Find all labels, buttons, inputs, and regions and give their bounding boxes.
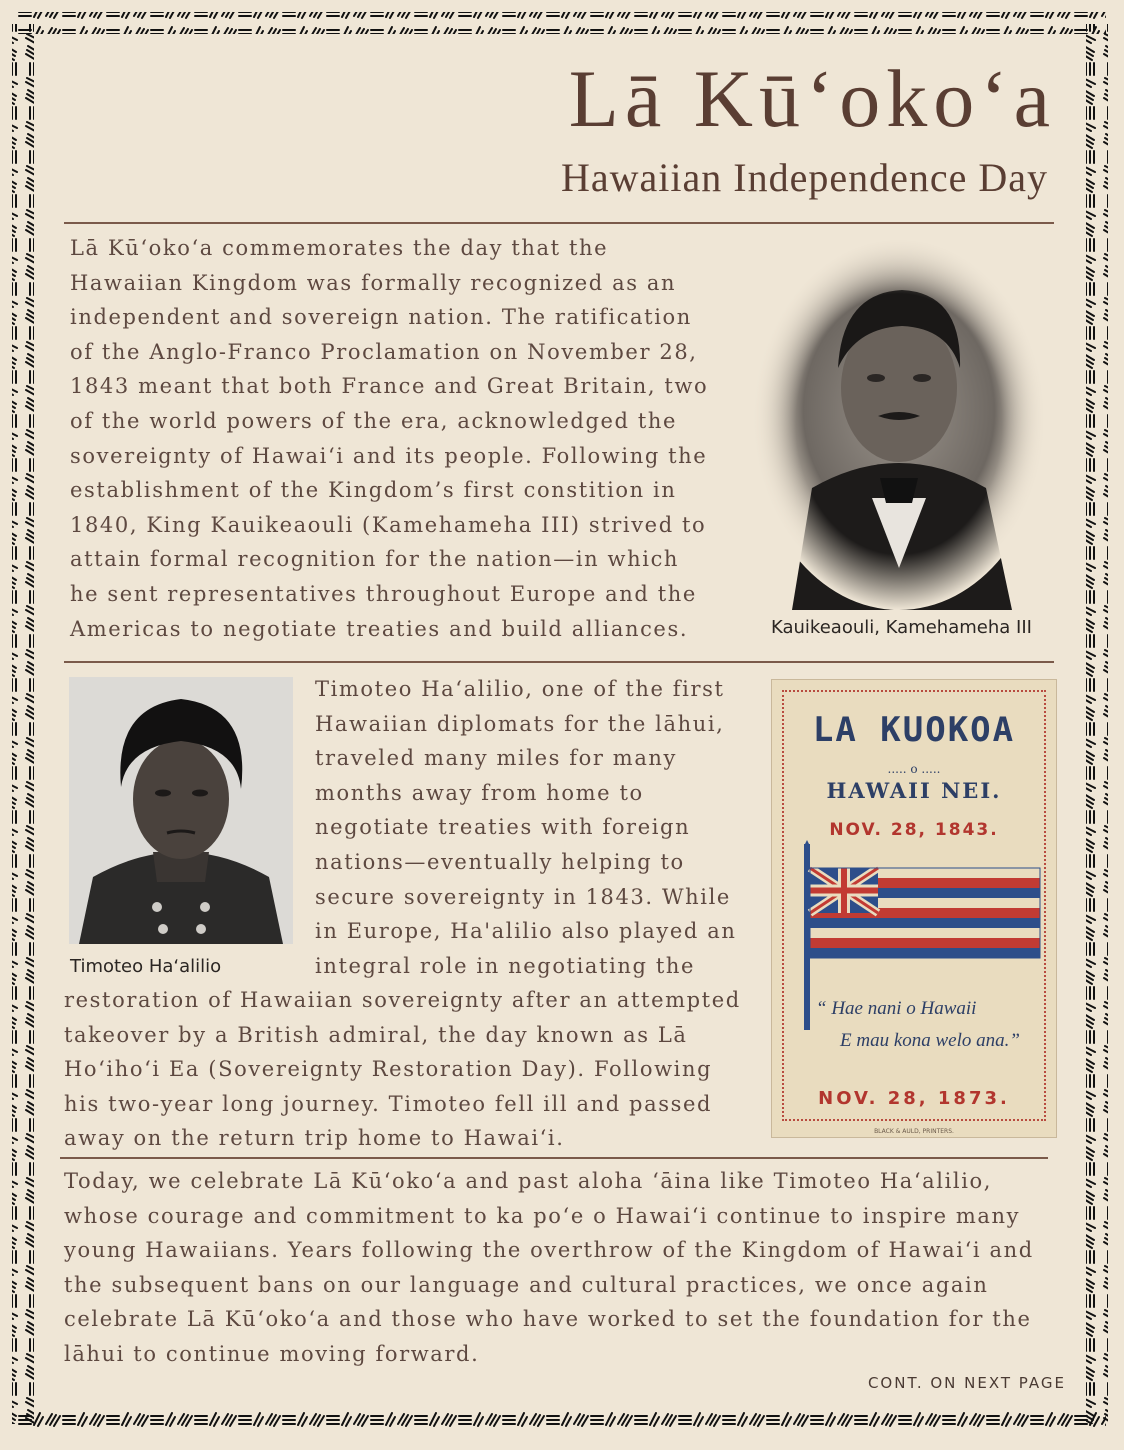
timoteo-caption: Timoteo Haʻalilio	[70, 956, 222, 977]
text-line: in Europe, Ha'alilio also played an	[315, 919, 737, 944]
divider-bottom	[60, 1157, 1048, 1159]
text-line: Hawaiian diplomats for the lāhui,	[315, 711, 725, 736]
intro-paragraph	[70, 231, 708, 646]
kauikeaouli-portrait	[752, 238, 1046, 610]
text-line: Hoʻihoʻi Ea (Sovereignty Restoration Day). Following	[64, 1057, 713, 1082]
text-line: Lā Kūʻokoʻa commemorates the day that the	[70, 236, 609, 260]
text-line: 1840, King Kauikeaouli (Kamehameha III) strived to	[70, 512, 707, 537]
text-line: whose courage and commitment to ka poʻe o Hawaiʻi continue to inspire many	[64, 1203, 1021, 1228]
text-line: Timoteo Haʻalilio, one of the first	[315, 677, 725, 701]
poster-title: LA KUOKOA	[812, 710, 1016, 750]
text-line: negotiate treaties with foreign	[315, 815, 691, 840]
text-line: attain formal recognition for the nation—in which	[70, 547, 680, 572]
text-line: lāhui to continue moving forward.	[64, 1341, 480, 1366]
text-line: takeover by a British admiral, the day known as Lā	[64, 1022, 688, 1047]
closing-paragraph	[64, 1164, 1034, 1372]
text-line: restoration of Hawaiian sovereignty after an attempted	[64, 988, 741, 1012]
text-line: sovereignty of Hawaiʻi and its people. Following the	[70, 443, 708, 468]
text-line: integral role in negotiating the	[315, 953, 696, 978]
text-line: nations—eventually helping to	[315, 849, 685, 874]
text-line: of the Anglo-Franco Proclamation on November 28,	[70, 339, 698, 364]
timoteo-side-paragraph	[315, 672, 736, 983]
text-line: his two-year long journey. Timoteo fell ill and passed	[64, 1091, 713, 1116]
poster-motto-line2: E mau kona welo ana.”	[840, 1030, 1020, 1051]
page-title: Lā Kūʻokoʻa	[568, 53, 1056, 144]
page-subtitle: Hawaiian Independence Day	[561, 155, 1048, 200]
poster-motto-line1: “ Hae nani o Hawaii	[816, 998, 977, 1019]
text-line: independent and sovereign nation. The ratification	[70, 305, 692, 330]
timoteo-portrait	[69, 677, 293, 944]
text-line: the subsequent bans on our language and cultural practices, we once again	[64, 1272, 989, 1297]
text-line: away on the return trip home to Hawaiʻi.	[64, 1126, 565, 1151]
text-line: traveled many miles for many	[315, 746, 678, 771]
timoteo-full-paragraph	[64, 983, 741, 1156]
text-line: he sent representatives throughout Europe and the	[70, 581, 697, 606]
text-line: months away from home to	[315, 780, 644, 805]
text-line: Hawaiian Kingdom was formally recognized as an	[70, 270, 677, 295]
text-line: celebrate Lā Kūʻokoʻa and those who have worked to set the foundation for the	[64, 1307, 1032, 1332]
poster-o: ..... o .....	[887, 762, 941, 776]
continued-note: CONT. ON NEXT PAGE	[867, 1374, 1066, 1392]
poster-dotted-frame	[782, 690, 1046, 1121]
divider-middle	[64, 661, 1054, 663]
text-line: of the world powers of the era, acknowledged the	[70, 408, 678, 433]
kauikeaouli-caption: Kauikeaouli, Kamehameha III	[771, 617, 1032, 638]
poster-place: HAWAII NEI.	[826, 778, 1002, 803]
divider-top	[64, 222, 1054, 224]
text-line: secure sovereignty in 1843. While	[315, 884, 731, 909]
text-line: Americas to negotiate treaties and build alliances.	[70, 616, 689, 641]
text-line: establishment of the Kingdom’s first constition in	[70, 478, 677, 503]
poster-date-1873: NOV. 28, 1873.	[818, 1088, 1010, 1109]
poster-date-1843: NOV. 28, 1843.	[829, 820, 999, 840]
text-line: Today, we celebrate Lā Kūʻokoʻa and past aloha ʻāina like Timoteo Haʻalilio,	[64, 1169, 993, 1193]
la-kuokoa-poster	[771, 679, 1057, 1138]
text-line: 1843 meant that both France and Great Britain, two	[70, 374, 709, 399]
poster-printer-credit: BLACK & AULD, PRINTERS.	[874, 1128, 954, 1135]
text-line: young Hawaiians. Years following the overthrow of the Kingdom of Hawaiʻi and	[64, 1238, 1034, 1263]
